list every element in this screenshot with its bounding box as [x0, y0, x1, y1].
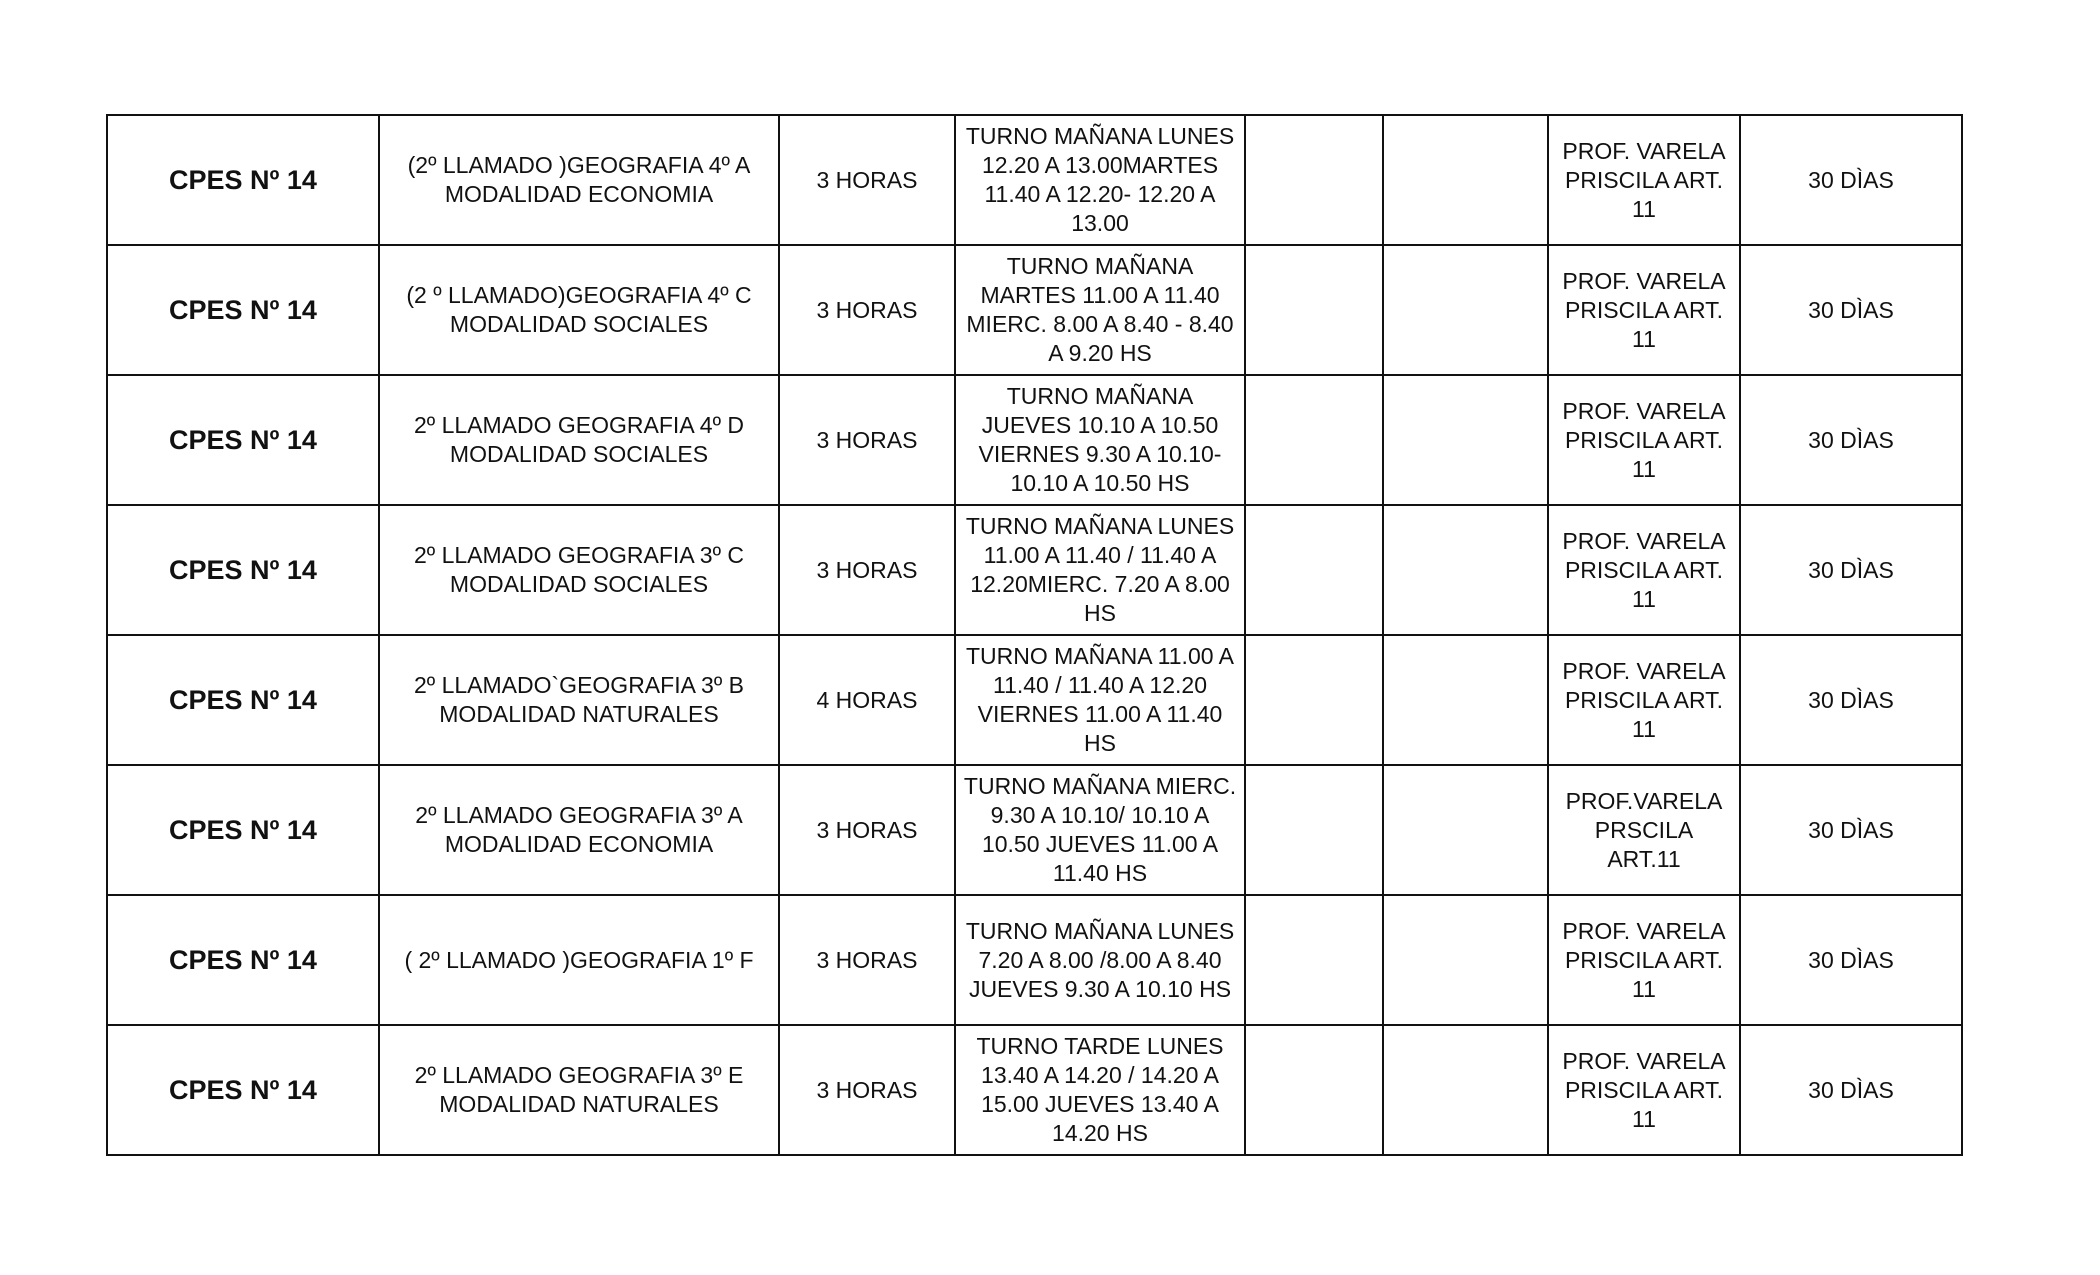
schedule-cell: TURNO MAÑANA MIERC. 9.30 A 10.10/ 10.10 A 10.50 JUEVES 11.00 A 11.40 HS [955, 765, 1245, 895]
table-row [107, 375, 1962, 505]
subject-cell: 2º LLAMADO GEOGRAFIA 4º D MODALIDAD SOCIALES [379, 375, 779, 505]
duration-cell: 30 DÌAS [1740, 505, 1962, 635]
schedule-cell: TURNO MAÑANA LUNES 7.20 A 8.00 /8.00 A 8.40 JUEVES 9.30 A 10.10 HS [955, 895, 1245, 1025]
empty-cell [1383, 375, 1548, 505]
hours-cell: 3 HORAS [779, 375, 955, 505]
empty-cell [1245, 245, 1383, 375]
hours-cell: 3 HORAS [779, 895, 955, 1025]
subject-cell: (2 º LLAMADO)GEOGRAFIA 4º C MODALIDAD SOCIALES [379, 245, 779, 375]
hours-cell: 3 HORAS [779, 245, 955, 375]
duration-cell: 30 DÌAS [1740, 1025, 1962, 1155]
hours-cell: 4 HORAS [779, 635, 955, 765]
school-cell: CPES Nº 14 [107, 635, 379, 765]
table-row [107, 1025, 1962, 1155]
table-row [107, 895, 1962, 1025]
school-cell: CPES Nº 14 [107, 245, 379, 375]
teacher-cell: PROF. VARELA PRISCILA ART. 11 [1548, 1025, 1740, 1155]
hours-cell: 3 HORAS [779, 765, 955, 895]
empty-cell [1245, 505, 1383, 635]
teacher-cell: PROF. VARELA PRISCILA ART. 11 [1548, 115, 1740, 245]
schedule-cell: TURNO MAÑANA LUNES 12.20 A 13.00MARTES 11.40 A 12.20- 12.20 A 13.00 [955, 115, 1245, 245]
teacher-cell: PROF. VARELA PRISCILA ART. 11 [1548, 245, 1740, 375]
table-row [107, 765, 1962, 895]
teacher-cell: PROF. VARELA PRISCILA ART. 11 [1548, 895, 1740, 1025]
school-cell: CPES Nº 14 [107, 895, 379, 1025]
school-cell: CPES Nº 14 [107, 765, 379, 895]
duration-cell: 30 DÌAS [1740, 895, 1962, 1025]
empty-cell [1383, 245, 1548, 375]
empty-cell [1383, 1025, 1548, 1155]
empty-cell [1245, 635, 1383, 765]
teacher-cell: PROF. VARELA PRISCILA ART. 11 [1548, 375, 1740, 505]
teacher-cell: PROF.VARELA PRSCILA ART.11 [1548, 765, 1740, 895]
duration-cell: 30 DÌAS [1740, 115, 1962, 245]
vacancy-table [106, 114, 1963, 1156]
duration-cell: 30 DÌAS [1740, 635, 1962, 765]
table-row [107, 505, 1962, 635]
hours-cell: 3 HORAS [779, 115, 955, 245]
school-cell: CPES Nº 14 [107, 1025, 379, 1155]
subject-cell: (2º LLAMADO )GEOGRAFIA 4º A MODALIDAD ECONOMIA [379, 115, 779, 245]
school-cell: CPES Nº 14 [107, 115, 379, 245]
empty-cell [1245, 375, 1383, 505]
subject-cell: 2º LLAMADO`GEOGRAFIA 3º B MODALIDAD NATURALES [379, 635, 779, 765]
teacher-cell: PROF. VARELA PRISCILA ART. 11 [1548, 505, 1740, 635]
subject-cell: ( 2º LLAMADO )GEOGRAFIA 1º F [379, 895, 779, 1025]
empty-cell [1245, 895, 1383, 1025]
empty-cell [1383, 505, 1548, 635]
school-cell: CPES Nº 14 [107, 375, 379, 505]
empty-cell [1245, 115, 1383, 245]
table-row [107, 115, 1962, 245]
duration-cell: 30 DÌAS [1740, 245, 1962, 375]
schedule-cell: TURNO MAÑANA MARTES 11.00 A 11.40 MIERC. 8.00 A 8.40 - 8.40 A 9.20 HS [955, 245, 1245, 375]
empty-cell [1383, 635, 1548, 765]
schedule-cell: TURNO MAÑANA JUEVES 10.10 A 10.50 VIERNES 9.30 A 10.10- 10.10 A 10.50 HS [955, 375, 1245, 505]
table-row [107, 245, 1962, 375]
table-row [107, 635, 1962, 765]
duration-cell: 30 DÌAS [1740, 765, 1962, 895]
subject-cell: 2º LLAMADO GEOGRAFIA 3º C MODALIDAD SOCIALES [379, 505, 779, 635]
duration-cell: 30 DÌAS [1740, 375, 1962, 505]
vacancy-table-body [107, 115, 1962, 1155]
schedule-cell: TURNO MAÑANA LUNES 11.00 A 11.40 / 11.40 A 12.20MIERC. 7.20 A 8.00 HS [955, 505, 1245, 635]
empty-cell [1245, 765, 1383, 895]
teacher-cell: PROF. VARELA PRISCILA ART. 11 [1548, 635, 1740, 765]
schedule-cell: TURNO MAÑANA 11.00 A 11.40 / 11.40 A 12.20 VIERNES 11.00 A 11.40 HS [955, 635, 1245, 765]
empty-cell [1383, 765, 1548, 895]
empty-cell [1383, 115, 1548, 245]
subject-cell: 2º LLAMADO GEOGRAFIA 3º A MODALIDAD ECONOMIA [379, 765, 779, 895]
hours-cell: 3 HORAS [779, 1025, 955, 1155]
schedule-cell: TURNO TARDE LUNES 13.40 A 14.20 / 14.20 A 15.00 JUEVES 13.40 A 14.20 HS [955, 1025, 1245, 1155]
empty-cell [1245, 1025, 1383, 1155]
empty-cell [1383, 895, 1548, 1025]
subject-cell: 2º LLAMADO GEOGRAFIA 3º E MODALIDAD NATURALES [379, 1025, 779, 1155]
hours-cell: 3 HORAS [779, 505, 955, 635]
school-cell: CPES Nº 14 [107, 505, 379, 635]
